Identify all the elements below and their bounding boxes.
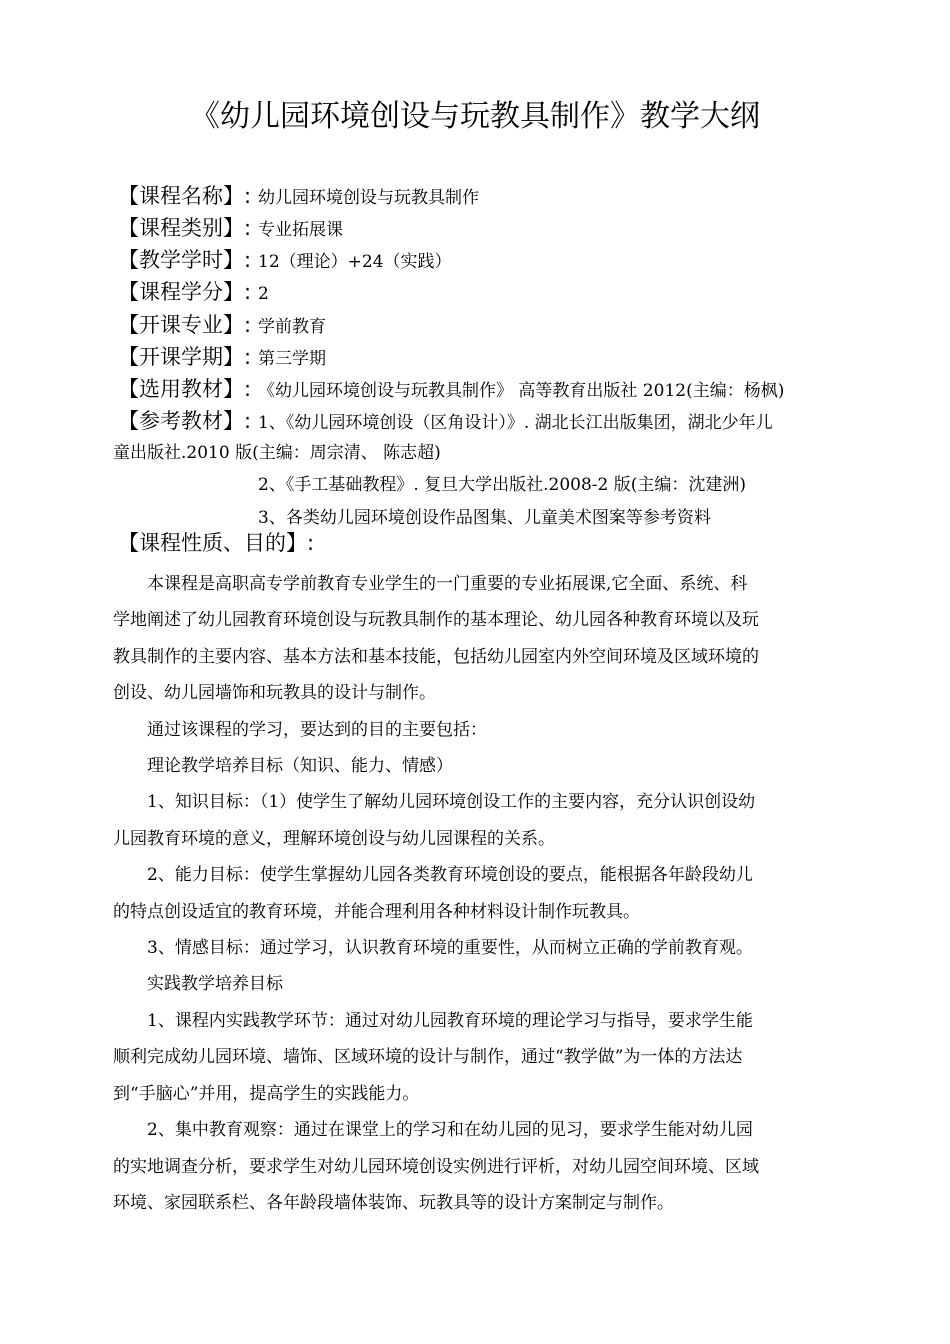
info-row-references	[118, 405, 858, 435]
reference-3: 3、各类幼儿园环境创设作品图集、儿童美术图案等参考资料	[258, 508, 711, 528]
info-label: 【课程类别】:	[118, 216, 252, 240]
text-line: 环境、家园联系栏、各年龄段墙体装饰、玩教具等的设计方案制定与制作。	[113, 1192, 674, 1213]
info-value: 2	[258, 284, 269, 304]
info-value: 1、《幼儿园环境创设（区角设计）》. 湖北长江出版集团，湖北少年儿	[258, 413, 773, 433]
text-line: 3、情感目标：通过学习，认识教育环境的重要性，从而树立正确的学前教育观。	[147, 938, 753, 959]
info-row-course-name	[118, 180, 858, 210]
info-value: 专业拓展课	[258, 220, 343, 240]
text-line: 的特点创设适宜的教育环境，并能合理利用各种材料设计制作玩教具。	[113, 901, 640, 922]
text-line: 的实地调查分析，要求学生对幼儿园环境创设实例进行评析，对幼儿园空间环境、区域	[113, 1156, 759, 1177]
text-line: 儿园教育环境的意义，理解环境创设与幼儿园课程的关系。	[113, 828, 555, 849]
reference-1-continuation: 童出版社.2010 版(主编：周宗清、 陈志超)	[113, 443, 441, 463]
info-label: 【开课专业】:	[118, 313, 252, 337]
info-value: 《幼儿园环境创设与玩教具制作》 高等教育出版社 2012(主编：杨枫)	[258, 381, 785, 401]
body-text	[113, 566, 843, 1221]
text-line: 理论教学培养目标（知识、能力、情感）	[147, 756, 453, 777]
text-line: 本课程是高职高专学前教育专业学生的一门重要的专业拓展课,它全面、系统、科	[147, 574, 748, 594]
info-value: 幼儿园环境创设与玩教具制作	[258, 188, 479, 208]
text-line: 教具制作的主要内容、基本方法和基本技能，包括幼儿园室内外空间环境及区域环境的	[113, 646, 759, 667]
text-line: 顺利完成幼儿园环境、墙饰、区域环境的设计与制作，通过“教学做”为一体的方法达	[113, 1047, 743, 1068]
text-line: 1、知识目标：（1）使学生了解幼儿园环境创设工作的主要内容，充分认识创设幼	[147, 792, 756, 813]
info-row-textbook	[118, 373, 858, 403]
text-line: 学地阐述了幼儿园教育环境创设与玩教具制作的基本理论、幼儿园各种教育环境以及玩	[113, 610, 759, 631]
info-row-credits	[118, 276, 858, 306]
info-row-major	[118, 309, 858, 339]
text-line: 创设、幼儿园墙饰和玩教具的设计与制作。	[113, 683, 436, 704]
info-label: 【教学学时】:	[118, 248, 252, 272]
text-line: 实践教学培养目标	[147, 974, 283, 995]
text-line: 2、能力目标：使学生掌握幼儿园各类教育环境创设的要点，能根据各年龄段幼儿	[147, 865, 753, 886]
document-title: 《幼儿园环境创设与玩教具制作》教学大纲	[190, 99, 760, 134]
info-value: 学前教育	[258, 317, 326, 337]
text-line: 2、集中教育观察：通过在课堂上的学习和在幼儿园的见习，要求学生能对幼儿园	[147, 1120, 753, 1141]
reference-2: 2、《手工基础教程》. 复旦大学出版社.2008-2 版(主编：沈建洲)	[258, 475, 747, 495]
info-value: 第三学期	[258, 349, 326, 369]
info-label: 【选用教材】:	[118, 377, 252, 401]
info-label: 【开课学期】:	[118, 345, 252, 369]
info-row-hours	[118, 244, 858, 274]
info-label: 【课程名称】:	[118, 184, 252, 208]
info-label: 【参考教材】:	[118, 409, 252, 433]
info-label: 【课程学分】:	[118, 280, 252, 304]
text-line: 通过该课程的学习，要达到的目的主要包括：	[147, 719, 487, 740]
info-row-semester	[118, 341, 858, 371]
text-line: 1、课程内实践教学环节：通过对幼儿园教育环境的理论学习与指导，要求学生能	[147, 1010, 753, 1031]
info-row-course-type	[118, 212, 858, 242]
section-title: 【课程性质、目的】:	[118, 531, 315, 555]
info-value: 12（理论）+24（实践）	[258, 252, 452, 272]
text-line: 到“手脑心”并用，提高学生的实践能力。	[113, 1083, 420, 1104]
